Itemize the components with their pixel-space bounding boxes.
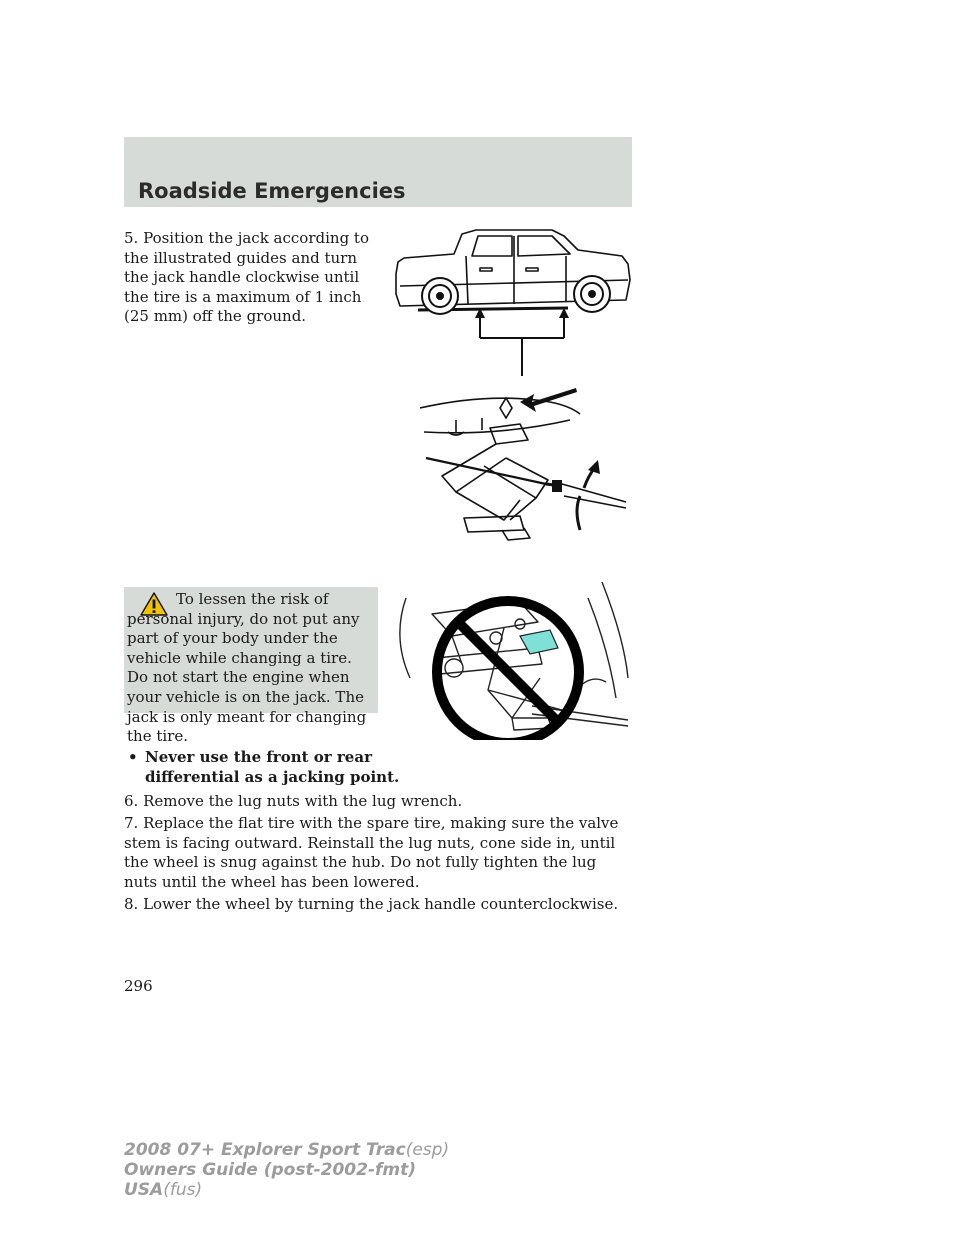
section-header [124, 137, 632, 207]
bullet-dot: • [128, 748, 138, 766]
warning-box [124, 587, 378, 746]
footer-model: 2008 07+ Explorer Sport Trac [124, 1140, 406, 1160]
truck-jack-points-illustration [392, 222, 638, 377]
footer-model-code: (esp) [405, 1140, 450, 1160]
step-8-text: 8. Lower the wheel by turning the jack handle counterclockwise. [124, 895, 619, 913]
prohibited-differential-jacking-illustration [392, 578, 632, 740]
footer-market: USA [124, 1180, 164, 1200]
step-7-text: 7. Replace the flat tire with the spare tire, making sure the valve stem is facing outward. Reinstall the lug nuts, cone side in, until the wheel is snug against the hub. Do not fully tighten the lug nuts until the wheel has been lowered. [124, 814, 619, 891]
section-title: Roadside Emergencies [138, 179, 406, 203]
footer-market-code: (fus) [163, 1180, 203, 1200]
warning-text: To lessen the risk of personal injury, do not put any part of your body under the vehicle while changing a tire. Do not start the engine when your vehicle is on the jack. The jack is only meant for changing the tire. [127, 590, 367, 746]
bullet-text: Never use the front or rear differential as a jacking point. [145, 748, 400, 786]
step-6-text: 6. Remove the lug nuts with the lug wrench. [124, 792, 463, 810]
page-number: 296 [124, 977, 153, 995]
footer-document-id [124, 1140, 449, 1200]
scissor-jack-illustration [420, 380, 630, 548]
footer-guide: Owners Guide (post-2002-fmt) [124, 1160, 417, 1180]
step-5-text: 5. Position the jack according to the illustrated guides and turn the jack handle clockwise until the tire is a maximum of 1 inch (25 mm) off the ground. [124, 229, 369, 326]
bullet-item-differential [128, 748, 425, 787]
